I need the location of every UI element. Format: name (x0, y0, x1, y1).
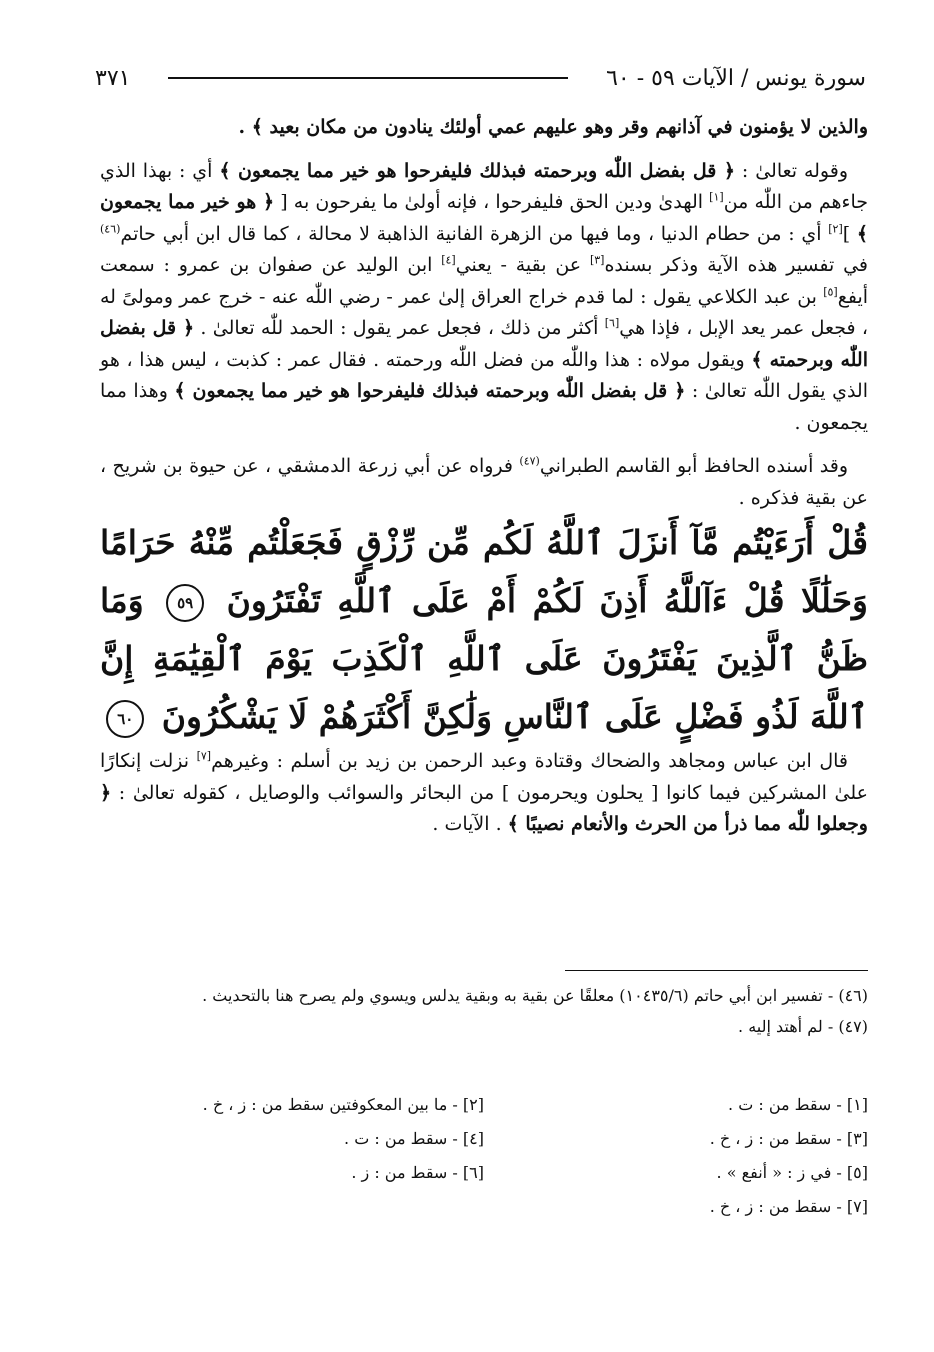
header-rule (168, 77, 568, 79)
text-run: أي : من حطام الدنيا ، وما فيها من الزهرة الفانية الذاهبة لا محالة ، كما قال ابن أبي حاتم (120, 222, 829, 245)
verse-60: وَمَا ظَنُّ ٱلَّذِينَ يَفْتَرُونَ عَلَى ٱللَّهِ ٱلْكَذِبَ يَوْمَ ٱلْقِيَٰمَةِ إِنَّ ٱللَّهَ لَذُو فَضْلٍ عَلَى ٱلنَّاسِ وَلَٰكِنَّ أَكْثَرَهُمْ لَا يَشْكُرُونَ (100, 581, 868, 736)
quoted-verse: ﴿ قل بفضل اللّٰه وبرحمته فبذلك فليفرحوا هو خير مما يجمعون ﴾ (174, 380, 686, 402)
text-run: فرواه عن أبي زرعة الدمشقي ، عن حيوة بن شريح ، عن بقية فذكره . (100, 455, 868, 509)
verse-continuation: والذين لا يؤمنون في آذانهم وقر وهو عليهم عمي أولئك ينادون من مكان بعيد ﴾ . (238, 116, 868, 138)
variant-ref: [٥] (823, 285, 838, 299)
text-run: الهدىٰ ودين الحق فليفرحوا ، فإنه أولىٰ ما يفرحون به [ (274, 191, 710, 213)
variant-ref: [١] (709, 190, 724, 204)
quoted-verse: ﴿ هو خير مما يجمعون ﴾ (100, 191, 869, 245)
quoted-verse: ﴿ قل بفضل اللّٰه وبرحمته ﴾ (100, 317, 868, 371)
variant-ref: [٦] (604, 316, 620, 330)
paragraph-1 (100, 112, 868, 144)
variant-5: [٥] - في ز : « أنفع » . (716, 1163, 868, 1182)
manuscript-variants (100, 1088, 868, 1224)
text-run: وهذا مما يجمعون . (100, 380, 868, 434)
text-run: أكثر من ذلك ، فجعل عمر يقول : الحمد للّٰه تعالىٰ . (194, 317, 605, 339)
text-run: ويقول مولاه : هذا واللّٰه من فضل اللّٰه ورحمته . فقال عمر : كذبت ، ليس هذا ، هو الذي يقول اللّٰه تعالىٰ : (100, 348, 868, 402)
footnote-rule (565, 970, 868, 971)
running-title: سورة يونس / الآيات ٥٩ - ٦٠ (606, 65, 866, 91)
variant-ref: [٢] (828, 222, 843, 236)
quran-verses (100, 514, 868, 746)
variant-1: [١] - سقط من : ت . (728, 1095, 868, 1114)
footnotes (100, 980, 868, 1042)
variant-6: [٦] - سقط من : ز . (351, 1163, 484, 1182)
main-text (100, 112, 868, 841)
variant-ref: [٣] (589, 253, 605, 267)
footnote-46: (٤٦) - تفسير ابن أبي حاتم (١٠٤٣٥/٦) معلقًا عن بقية به وبقية يدلس ويسوي ولم يصرح هنا بالتحديث . (202, 986, 868, 1005)
page-number: ٣٧١ (95, 65, 131, 91)
text-run: وقوله تعالىٰ : (735, 159, 848, 182)
paragraph-2 (100, 156, 868, 440)
text-run: ابن الوليد عن صفوان بن عمرو : سمعت أيفع (100, 254, 869, 308)
variant-3: [٣] - سقط من : ز ، خ . (709, 1129, 868, 1148)
variant-4: [٤] - سقط من : ت . (344, 1129, 484, 1148)
text-run: وقد أسنده الحافظ أبو القاسم الطبراني (539, 455, 849, 477)
text-run: عن بقية - يعني (455, 254, 590, 276)
variant-ref: [٧] (196, 749, 212, 763)
quoted-verse: ﴿ قل بفضل اللّٰه وبرحمته فبذلك فليفرحوا هو خير مما يجمعون ﴾ (219, 159, 735, 182)
paragraph-4 (100, 746, 868, 841)
text-run: ] (842, 222, 857, 245)
footnote-ref: (٤٦) (100, 222, 121, 236)
variant-ref: [٤] (441, 253, 456, 267)
text-run: في تفسير هذه الآية وذكر بسنده (604, 254, 868, 276)
text-run: أي : بهذا الذي جاءهم من اللّٰه من (100, 159, 869, 213)
page-header (95, 60, 866, 96)
variant-2: [٢] - ما بين المعكوفتين سقط من : ز ، خ . (202, 1095, 484, 1114)
ayah-number-marker: ٥٩ (166, 584, 204, 622)
verse-59: قُلْ أَرَءَيْتُم مَّآ أَنزَلَ ٱللَّهُ لَكُم مِّن رِّزْقٍ فَجَعَلْتُم مِّنْهُ حَرَامًا وَحَلَٰلًا قُلْ ءَآللَّهُ أَذِنَ لَكُمْ أَمْ عَلَى ٱللَّهِ تَفْتَرُونَ (100, 523, 868, 620)
paragraph-3 (100, 451, 868, 514)
footnote-47: (٤٧) - لم أهتد إليه . (738, 1017, 868, 1036)
ayah-number-marker: ٦٠ (106, 700, 144, 738)
text-run: بن عبد الكلاعي يقول : لما قدم خراج العراق إلىٰ عمر - رضي اللّٰه عنه - خرج عمر ومولىً له ، فجعل عمر يعد الإبل ، فإذا هي (100, 285, 868, 339)
variant-7: [٧] - سقط من : ز ، خ . (709, 1197, 868, 1216)
footnote-ref: (٤٧) (519, 454, 540, 468)
quoted-verse: ﴿ وجعلوا للّٰه مما ذرأ من الحرث والأنعام نصيبًا ﴾ (100, 781, 868, 835)
text-run: نزلت إنكارًا علىٰ المشركين فيما كانوا [ يحلون ويحرمون ] من البحائر والسوائب والوصايل ، كقوله تعالىٰ : (100, 750, 868, 804)
text-run: . الآيات . (432, 813, 508, 835)
text-run: قال ابن عباس ومجاهد والضحاك وقتادة وعبد الرحمن بن زيد بن أسلم : وغيرهم (211, 750, 848, 772)
